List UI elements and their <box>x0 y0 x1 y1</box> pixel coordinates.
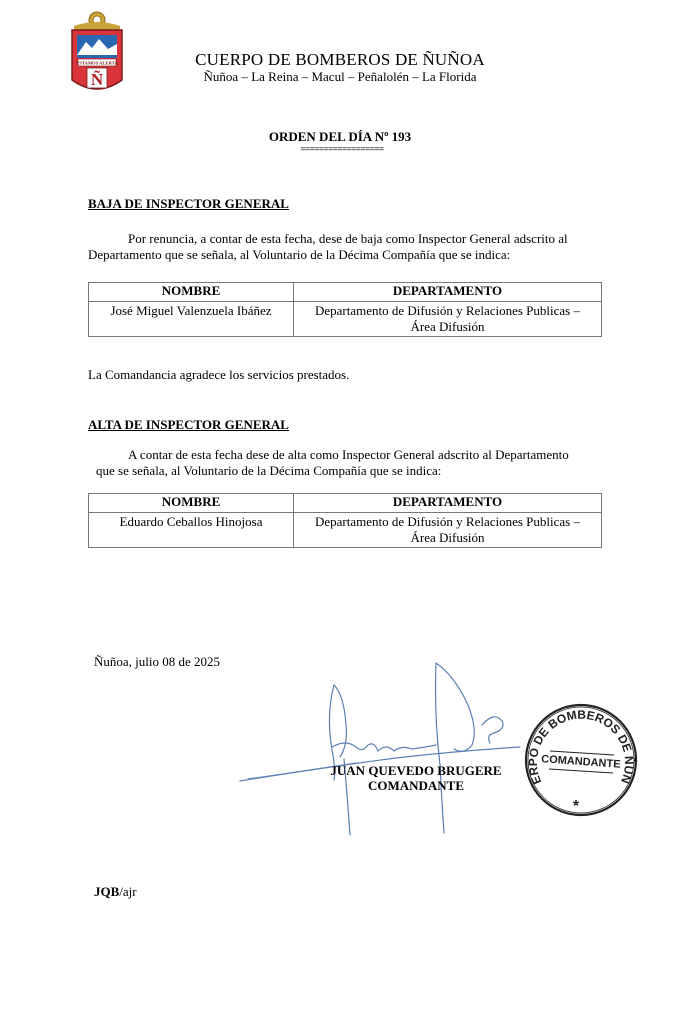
table-row <box>89 513 602 548</box>
cell-nombre: José Miguel Valenzuela Ibáñez <box>89 302 294 337</box>
alta-paragraph-line2: que se señala, al Voluntario de la Décima Compañía que se indica: <box>96 463 442 478</box>
baja-heading: BAJA DE INSPECTOR GENERAL <box>88 196 289 211</box>
svg-text:CUERPO DE BOMBEROS DE ÑUÑOA: ERPO DE BOMBEROS DE ÑUÑ <box>525 707 637 787</box>
departamento-line1: Departamento de Difusión y Relaciones Publicas – <box>315 514 580 529</box>
baja-table <box>88 282 602 337</box>
cell-departamento <box>294 302 602 337</box>
column-header-nombre: NOMBRE <box>89 494 294 513</box>
baja-paragraph-line2: Departamento que se señala, al Voluntario de la Décima Compañía que se indica: <box>88 247 511 262</box>
column-header-departamento: DEPARTAMENTO <box>294 494 602 513</box>
svg-text:ESTAMOS ALERTA: ESTAMOS ALERTA <box>76 60 118 66</box>
table-header-row <box>89 494 602 513</box>
signatory-name: JUAN QUEVEDO BRUGERE <box>330 763 502 778</box>
organization-communes: Ñuñoa – La Reina – Macul – Peñalolén – La Florida <box>203 69 477 84</box>
svg-text:Ñ: Ñ <box>90 70 104 89</box>
svg-text:COMANDANTE: COMANDANTE <box>540 753 621 771</box>
alta-table <box>88 493 602 548</box>
cell-nombre: Eduardo Ceballos Hinojosa <box>89 513 294 548</box>
author-initials <box>94 884 137 900</box>
table-row <box>89 302 602 337</box>
column-header-nombre: NOMBRE <box>89 283 294 302</box>
baja-paragraph-line1: Por renuncia, a contar de esta fecha, dese de baja como Inspector General adscrito al <box>128 231 568 246</box>
organization-name: CUERPO DE BOMBEROS DE ÑUÑOA <box>195 50 485 69</box>
departamento-line2: Área Difusión <box>410 319 485 334</box>
thanks-text: La Comandancia agradece los servicios prestados. <box>88 367 350 382</box>
alta-paragraph-line1: A contar de esta fecha dese de alta como Inspector General adscrito al Departamento <box>128 447 569 462</box>
initials-rest: /ajr <box>119 884 137 899</box>
departamento-line2: Área Difusión <box>410 530 485 545</box>
title-underline: ================== <box>300 144 384 154</box>
company-logo <box>66 8 128 96</box>
cell-departamento <box>294 513 602 548</box>
handwritten-signature <box>236 655 526 840</box>
column-header-departamento: DEPARTAMENTO <box>294 283 602 302</box>
svg-text:*: * <box>572 798 580 815</box>
official-stamp <box>524 703 638 817</box>
order-title: ORDEN DEL DÍA Nº 193 <box>268 129 412 144</box>
departamento-line1: Departamento de Difusión y Relaciones Publicas – <box>315 303 580 318</box>
signatory-title: COMANDANTE <box>367 778 465 793</box>
initials-bold: JQB <box>94 884 120 899</box>
date-place: Ñuñoa, julio 08 de 2025 <box>94 654 221 669</box>
alta-heading: ALTA DE INSPECTOR GENERAL <box>88 417 289 432</box>
table-header-row <box>89 283 602 302</box>
